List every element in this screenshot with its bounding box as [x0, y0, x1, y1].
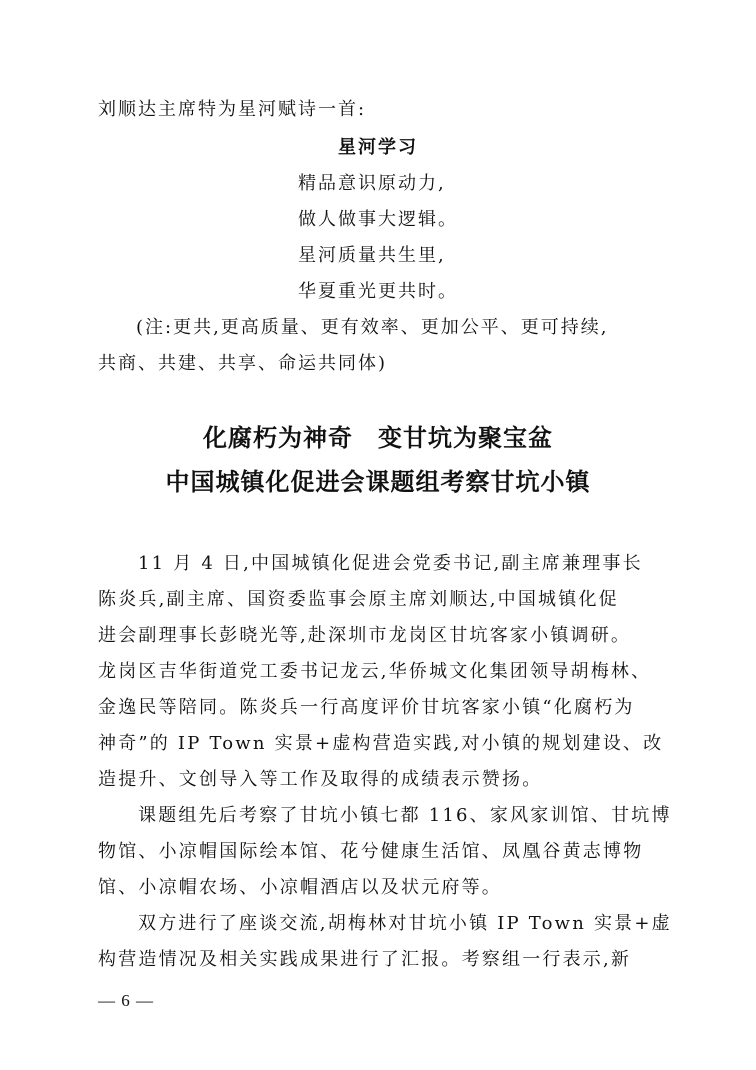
article-paragraph [98, 546, 663, 798]
poem-line: 星河质量共生里, [298, 245, 446, 266]
article-headline: 化腐朽为神奇 变甘坑为聚宝盆 [203, 424, 553, 452]
poem-line: 精品意识原动力, [298, 173, 446, 194]
article-paragraph [98, 906, 672, 978]
paragraph-line: 构营造情况及相关实践成果进行了汇报。考察组一行表示,新 [98, 949, 632, 970]
poem-line: 华夏重光更共时。 [298, 281, 458, 302]
note-line: (注:更共,更高质量、更有效率、更加公平、更可持续, [136, 317, 609, 338]
paragraph-line: 进会副理事长彭晓光等,赴深圳市龙岗区甘坑客家小镇调研。 [98, 625, 632, 646]
paragraph-line: 神奇”的 IP Town 实景+虚构营造实践,对小镇的规划建设、改 [98, 733, 664, 754]
paragraph-line: 物馆、小凉帽国际绘本馆、花兮健康生活馆、凤凰谷黄志博物 [98, 841, 644, 862]
article-paragraph [98, 798, 672, 906]
paragraph-line: 陈炎兵,副主席、国资委监事会原主席刘顺达,中国城镇化促 [98, 589, 619, 610]
note-line: 共商、共建、共享、命运共同体) [98, 353, 388, 374]
paragraph-line: 龙岗区吉华街道党工委书记龙云,华侨城文化集团领导胡梅林、 [98, 661, 652, 682]
page-number: — 6 — [98, 991, 154, 1010]
paragraph-line: 课题组先后考察了甘坑小镇七都 116、家风家训馆、甘坑博 [138, 805, 672, 826]
article-subheadline: 中国城镇化促进会课题组考察甘坑小镇 [165, 468, 591, 496]
paragraph-line: 11 月 4 日,中国城镇化促进会党委书记,副主席兼理事长 [138, 553, 643, 574]
intro-line: 刘顺达主席特为星河赋诗一首: [98, 99, 367, 120]
poem-line: 做人做事大逻辑。 [298, 209, 458, 230]
paragraph-line: 金逸民等陪同。陈炎兵一行高度评价甘坑客家小镇“化腐朽为 [98, 697, 635, 718]
paragraph-line: 馆、小凉帽农场、小凉帽酒店以及状元府等。 [98, 877, 502, 898]
paragraph-line: 双方进行了座谈交流,胡梅林对甘坑小镇 IP Town 实景+虚 [138, 913, 672, 934]
poem-title: 星河学习 [338, 137, 418, 158]
paragraph-line: 造提升、文创导入等工作及取得的成绩表示赞扬。 [98, 769, 543, 790]
